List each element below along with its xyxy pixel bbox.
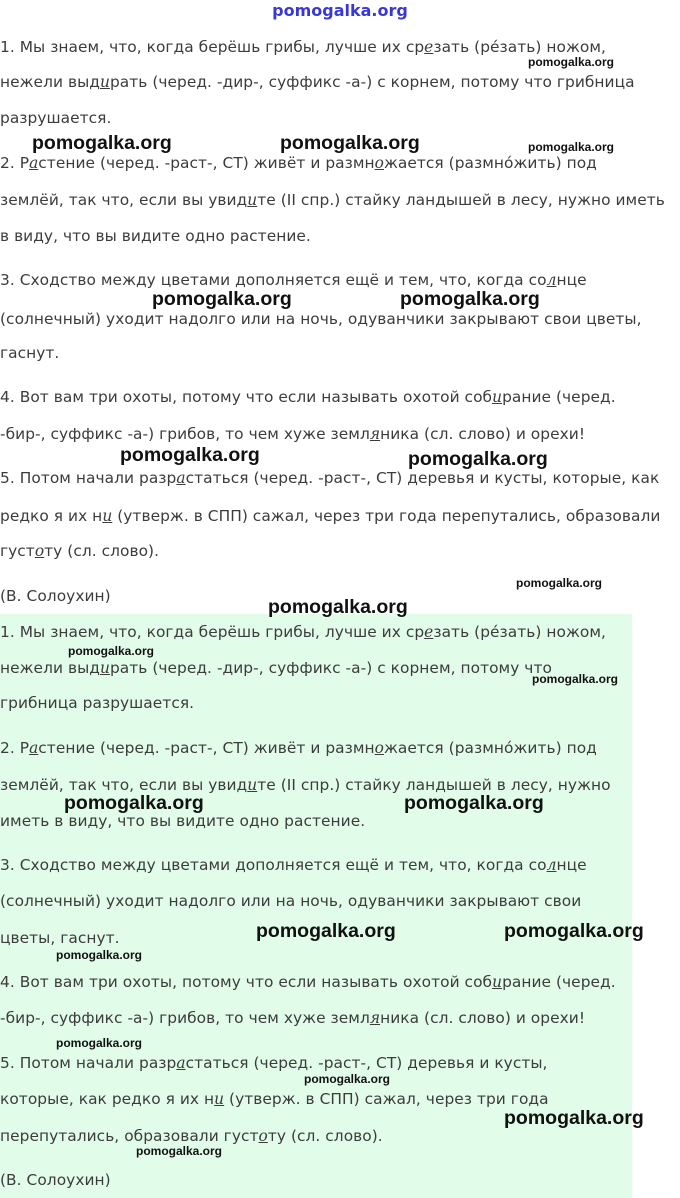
text-line xyxy=(0,971,616,993)
watermark: pomogalka.org xyxy=(408,448,548,470)
text-line xyxy=(0,737,597,759)
text-line xyxy=(0,1052,548,1074)
text-segment: нежели выд xyxy=(0,73,100,91)
highlighted-letter: а xyxy=(29,739,39,757)
highlighted-letter: а xyxy=(176,469,186,487)
text-line xyxy=(0,189,665,211)
text-line xyxy=(0,854,587,876)
text-line xyxy=(0,225,311,247)
watermark: pomogalka.org xyxy=(32,132,172,154)
text-line xyxy=(0,692,194,714)
text-line xyxy=(0,621,606,643)
text-line xyxy=(0,36,606,58)
text-segment: зать (ре́зать) ножом, xyxy=(433,38,606,56)
highlighted-letter: а xyxy=(29,154,39,172)
highlighted-letter: и xyxy=(99,659,110,677)
highlighted-letter: о xyxy=(34,542,45,560)
text-line xyxy=(0,890,581,912)
text-segment: (солнечный) уходит надолго или на ночь, одуванчики закрывают свои xyxy=(0,892,582,910)
highlighted-letter: и xyxy=(247,191,258,209)
text-line xyxy=(0,1088,549,1110)
text-line xyxy=(0,540,159,562)
highlighted-letter: и xyxy=(492,388,503,406)
watermark: pomogalka.org xyxy=(404,792,544,814)
watermark: pomogalka.org xyxy=(56,948,143,962)
text-segment: статься (черед. -раст-, СТ) деревья и кусты, xyxy=(185,1054,548,1072)
watermark: pomogalka.org xyxy=(64,792,204,814)
text-line xyxy=(0,386,616,408)
text-segment: ника (сл. слово) и орехи! xyxy=(380,425,586,443)
text-line xyxy=(0,1007,585,1029)
highlighted-letter: о xyxy=(374,739,384,757)
watermark: pomogalka.org xyxy=(56,1036,143,1050)
watermark: pomogalka.org xyxy=(516,576,603,590)
text-segment: -бир-, суффикс -а-) грибов, то чем хуже земл xyxy=(0,1009,370,1027)
text-segment: редко я их н xyxy=(0,507,103,525)
text-line xyxy=(0,585,111,607)
text-segment: рать (черед. -дир-, суффикс -а-) с корнем, потому что грибница xyxy=(109,73,635,91)
text-segment: рание (черед. xyxy=(502,973,616,991)
text-segment: 5. Потом начали разр xyxy=(0,1054,177,1072)
watermark: pomogalka.org xyxy=(400,288,540,310)
text-line xyxy=(0,342,59,364)
highlighted-letter: о xyxy=(374,154,384,172)
highlighted-letter: о xyxy=(258,1127,268,1145)
text-line xyxy=(0,467,659,489)
text-segment: стение (черед. -раст-, СТ) живёт и размн xyxy=(38,154,375,172)
text-line xyxy=(0,423,585,445)
text-segment: гаснут. xyxy=(0,344,60,362)
highlighted-letter: е xyxy=(424,623,434,641)
text-segment: 1. Мы знаем, что, когда берёшь грибы, лучше их ср xyxy=(0,38,425,56)
text-segment: 3. Сходство между цветами дополняется ещё и тем, что, когда со xyxy=(0,856,547,874)
text-segment: зать (ре́зать) ножом, xyxy=(433,623,606,641)
watermark: pomogalka.org xyxy=(256,920,396,942)
text-segment: 4. Вот вам три охоты, потому что если называть охотой соб xyxy=(0,388,493,406)
text-segment: нежели выд xyxy=(0,659,100,677)
text-segment: в виду, что вы видите одно растение. xyxy=(0,227,311,245)
text-line xyxy=(0,308,642,330)
text-segment: землёй, так что, если вы увид xyxy=(0,191,248,209)
text-segment: 5. Потом начали разр xyxy=(0,469,177,487)
text-segment: рание (черед. xyxy=(502,388,616,406)
text-segment: нце xyxy=(556,271,587,289)
text-segment: жается (размно́жить) под xyxy=(383,154,597,172)
text-segment: разрушается. xyxy=(0,109,112,127)
text-segment: 1. Мы знаем, что, когда берёшь грибы, лучше их ср xyxy=(0,623,425,641)
text-segment: те (II спр.) стайку ландышей в лесу, нужно xyxy=(257,776,611,794)
highlighted-letter: я xyxy=(369,1009,381,1027)
text-line xyxy=(0,657,552,679)
text-line xyxy=(0,505,660,527)
highlighted-letter: а xyxy=(176,1054,186,1072)
text-segment: (В. Солоухин) xyxy=(0,1171,111,1189)
highlighted-letter: и xyxy=(247,776,258,794)
text-line xyxy=(0,71,635,93)
text-segment: (солнечный) уходит надолго или на ночь, одуванчики закрывают свои цветы, xyxy=(0,310,642,328)
text-segment: ту (сл. слово). xyxy=(44,542,160,560)
text-segment: иметь в виду, что вы видите одно растение. xyxy=(0,812,366,830)
text-segment: ника (сл. слово) и орехи! xyxy=(380,1009,586,1027)
text-segment: землёй, так что, если вы увид xyxy=(0,776,248,794)
highlighted-letter: л xyxy=(546,856,557,874)
text-segment: грибница разрушается. xyxy=(0,694,195,712)
text-segment: жается (размно́жить) под xyxy=(383,739,597,757)
highlighted-letter: и xyxy=(492,973,503,991)
text-line xyxy=(0,927,120,949)
watermark: pomogalka.org xyxy=(532,672,619,686)
highlighted-letter: л xyxy=(546,271,557,289)
watermark: pomogalka.org xyxy=(528,140,615,154)
text-line xyxy=(0,152,597,174)
text-segment: 2. Р xyxy=(0,739,30,757)
text-segment: нце xyxy=(556,856,587,874)
watermark: pomogalka.org xyxy=(504,1107,644,1129)
highlighted-letter: и xyxy=(102,507,113,525)
watermark: pomogalka.org xyxy=(304,1072,391,1086)
text-segment: стение (черед. -раст-, СТ) живёт и размн xyxy=(38,739,375,757)
text-segment: -бир-, суффикс -а-) грибов, то чем хуже земл xyxy=(0,425,370,443)
highlighted-letter: и xyxy=(99,73,110,91)
text-segment: ту (сл. слово). xyxy=(267,1127,383,1145)
watermark: pomogalka.org xyxy=(268,596,408,618)
text-line xyxy=(0,107,111,129)
watermark: pomogalka.org xyxy=(528,55,615,69)
text-segment: 3. Сходство между цветами дополняется ещё и тем, что, когда со xyxy=(0,271,547,289)
text-segment: цветы, гаснут. xyxy=(0,929,120,947)
site-header-link[interactable]: pomogalka.org xyxy=(272,1,408,20)
watermark: pomogalka.org xyxy=(68,644,155,658)
text-segment: густ xyxy=(0,542,35,560)
text-segment: (утверж. в СПП) сажал, через три года xyxy=(224,1090,549,1108)
text-segment: которые, как редко я их н xyxy=(0,1090,215,1108)
text-line xyxy=(0,1169,111,1191)
text-segment: перепутались, образовали густ xyxy=(0,1127,259,1145)
text-segment: (В. Солоухин) xyxy=(0,587,111,605)
watermark: pomogalka.org xyxy=(280,132,420,154)
watermark: pomogalka.org xyxy=(152,288,292,310)
watermark: pomogalka.org xyxy=(136,1144,223,1158)
highlighted-letter: я xyxy=(369,425,381,443)
text-segment: (утверж. в СПП) сажал, через три года перепутались, образовали xyxy=(112,507,661,525)
text-segment: рать (черед. -дир-, суффикс -а-) с корнем, потому что xyxy=(109,659,552,677)
text-segment: статься (черед. -раст-, СТ) деревья и кусты, которые, как xyxy=(185,469,660,487)
watermark: pomogalka.org xyxy=(120,444,260,466)
text-segment: 4. Вот вам три охоты, потому что если называть охотой соб xyxy=(0,973,493,991)
text-segment: те (II спр.) стайку ландышей в лесу, нужно иметь xyxy=(257,191,665,209)
highlighted-letter: и xyxy=(214,1090,225,1108)
text-segment: 2. Р xyxy=(0,154,30,172)
highlighted-letter: е xyxy=(424,38,434,56)
watermark: pomogalka.org xyxy=(504,920,644,942)
